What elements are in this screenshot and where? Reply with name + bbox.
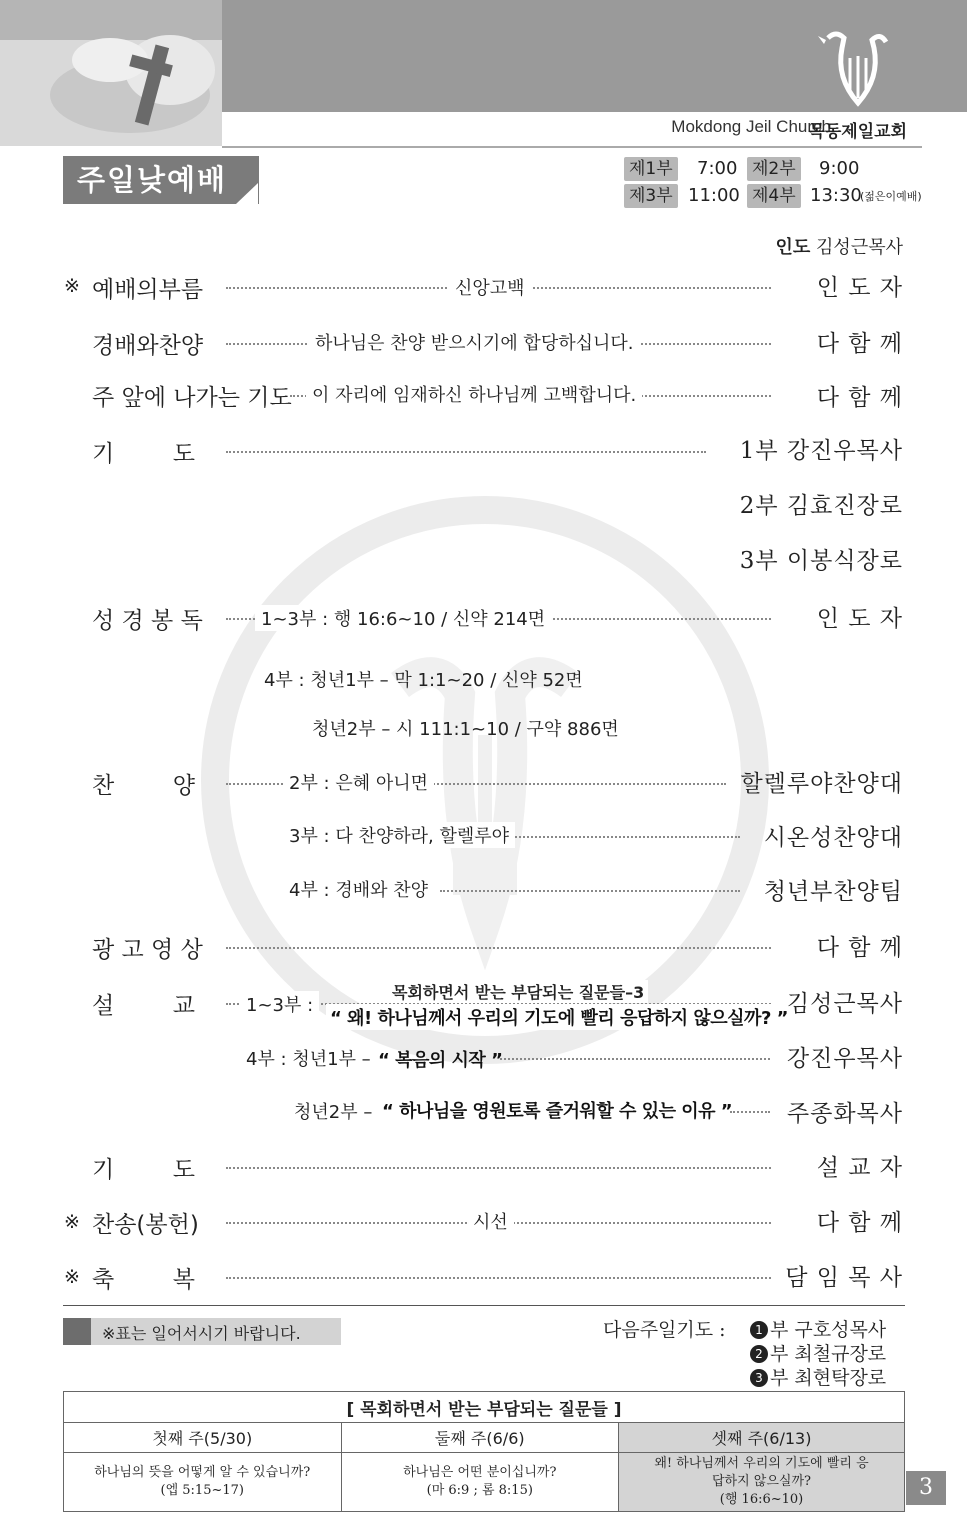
leader-dots (500, 1058, 770, 1060)
week-1-question: 하나님의 뜻을 어떻게 알 수 있습니까? (엡 5:15~17) (64, 1453, 342, 1512)
stand-note-marker (63, 1318, 91, 1345)
prayer-1st-service: 1부 강진우목사 (739, 438, 903, 464)
approach-prayer-label: 주 앞에 나가는 기도 (92, 385, 292, 411)
choir-label: 찬 양 (92, 773, 195, 799)
choir-item-1-right: 할렐루야찬양대 (740, 771, 903, 797)
praying-hands-image (0, 0, 222, 146)
session-1-label: 제1부 (624, 157, 678, 181)
closing-prayer-label: 기 도 (92, 1157, 195, 1183)
week-2-question: 하나님은 어떤 분이십니까? (마 6:9 ; 롬 8:15) (341, 1453, 619, 1512)
circled-number: 1 (750, 1321, 768, 1339)
next-prayer-label: 다음주일기도 : (603, 1319, 726, 1341)
sermon-preacher-3: 주종화목사 (786, 1101, 903, 1127)
closing-prayer-right: 설 교 자 (816, 1155, 903, 1181)
choir-item-1: 2부 : 은혜 아니면 (283, 769, 434, 795)
next-prayer-3: 3 부 최현탁장로 (750, 1363, 886, 1390)
session-3-time: 11:00 (688, 185, 740, 206)
week-3-question: 왜! 하나님께서 우리의 기도에 빨리 응답하지 않으실까? (행 16:6~10) (619, 1453, 905, 1512)
week-3-header: 셋째 주(6/13) (619, 1423, 905, 1453)
section-divider (63, 1305, 905, 1306)
praise-mid: 하나님은 찬양 받으시기에 합당하십니다. (309, 329, 639, 355)
praise-label: 경배와찬양 (92, 333, 204, 359)
worship-leader (776, 233, 903, 259)
week-2-header: 둘째 주(6/6) (341, 1423, 619, 1453)
choir-item-2: 3부 : 다 찬양하라, 할렐루야 (283, 822, 515, 848)
next-prayer-2: 2 부 최철규장로 (750, 1339, 886, 1366)
choir-item-3-right: 청년부찬양팀 (763, 879, 903, 905)
session-1-time: 7:00 (697, 158, 738, 179)
session-3-label: 제3부 (624, 184, 678, 208)
sermon-title-2: “ 복음의 시작 ” (378, 1050, 503, 1071)
questions-table (63, 1391, 905, 1512)
leader-dots (730, 1111, 770, 1113)
prayer-3rd-service: 3부 이봉식장로 (739, 548, 903, 574)
prayer-2nd-service: 2부 김효진장로 (739, 493, 903, 519)
benediction-right: 담 임 목 사 (785, 1265, 903, 1291)
leader-dots (440, 890, 740, 892)
standing-mark: ※ (64, 275, 80, 297)
praise-right: 다 함 께 (816, 331, 903, 357)
announcement-right: 다 함 께 (816, 935, 903, 961)
offering-hymn-mid: 시선 (467, 1208, 514, 1234)
sermon-title-3: “ 하나님을 영원토록 즐거워할 수 있는 이유 ” (382, 1101, 733, 1122)
questions-table-title: [ 목회하면서 받는 부담되는 질문들 ] (64, 1392, 905, 1423)
church-name-en: Mokdong Jeil Church (671, 117, 831, 136)
leader-dots (226, 451, 706, 453)
sermon-prefix-1: 1~3부 : (240, 991, 319, 1017)
offering-hymn-right: 다 함 께 (816, 1210, 903, 1236)
church-name-ko: 목동제일교회 (808, 122, 907, 141)
scripture-line-2: 4부 : 청년1부 – 막 1:1~20 / 신약 52면 (264, 670, 583, 691)
harp-logo-icon (808, 18, 908, 118)
leader-dots (226, 1277, 771, 1279)
leader-dots (226, 1167, 771, 1169)
sermon-prefix-3: 청년2부 – (288, 1098, 378, 1124)
announcement-label: 광 고 영 상 (92, 937, 203, 963)
scripture-label: 성 경 봉 독 (92, 608, 203, 634)
circled-number: 3 (750, 1369, 768, 1387)
prayer-label: 기 도 (92, 441, 195, 467)
standing-mark: ※ (64, 1266, 80, 1288)
sermon-preacher-2: 강진우목사 (786, 1046, 903, 1072)
session-2-label: 제2부 (747, 157, 801, 181)
session-4-time: 13:30 (810, 185, 862, 206)
page-number: 3 (906, 1471, 946, 1505)
leader-dots (226, 947, 771, 949)
call-to-worship-right: 인 도 자 (816, 275, 903, 301)
header-photo-praying-hands (0, 0, 222, 146)
next-prayer-1: 1 부 구호성목사 (750, 1315, 886, 1342)
session-4-label: 제4부 (747, 184, 801, 208)
standing-mark: ※ (64, 1211, 80, 1233)
leader-label: 인도 (775, 237, 811, 257)
offering-hymn-label: 찬송(봉헌) (92, 1212, 199, 1238)
sermon-series-subtitle: 목회하면서 받는 부담되는 질문들–3 (388, 980, 648, 1003)
call-to-worship-label: 예배의부름 (92, 277, 204, 303)
session-2-time: 9:00 (819, 158, 860, 179)
sermon-label: 설 교 (92, 993, 195, 1019)
scripture-line-3: 청년2부 – 시 111:1~10 / 구약 886면 (312, 719, 619, 740)
week-1-header: 첫째 주(5/30) (64, 1423, 342, 1453)
scripture-line-1: 1~3부 : 행 16:6~10 / 신약 214면 (255, 605, 551, 631)
circled-number: 2 (750, 1345, 768, 1363)
stand-note-text: ※표는 일어서시기 바랍니다. (102, 1324, 301, 1343)
sermon-title-1: “ 왜! 하나님께서 우리의 기도에 빨리 응답하지 않으실까? ” (326, 1004, 792, 1030)
choir-item-2-right: 시온성찬양대 (763, 825, 903, 851)
service-title: 주일낮예배 (63, 156, 259, 204)
scripture-right: 인 도 자 (816, 606, 903, 632)
approach-prayer-mid: 이 자리에 임재하신 하나님께 고백합니다. (306, 381, 642, 407)
choir-item-3: 4부 : 경배와 찬양 (283, 876, 434, 902)
title-corner-decoration (236, 183, 258, 204)
approach-prayer-right: 다 함 께 (816, 385, 903, 411)
session-4-note: (젊은이예배) (860, 190, 922, 203)
call-to-worship-mid: 신앙고백 (449, 274, 531, 300)
sermon-preacher-1: 김성근목사 (786, 991, 903, 1017)
sermon-prefix-2: 4부 : 청년1부 – (240, 1045, 377, 1071)
leader-name: 김성근목사 (816, 237, 903, 258)
benediction-label: 축 복 (92, 1267, 195, 1293)
